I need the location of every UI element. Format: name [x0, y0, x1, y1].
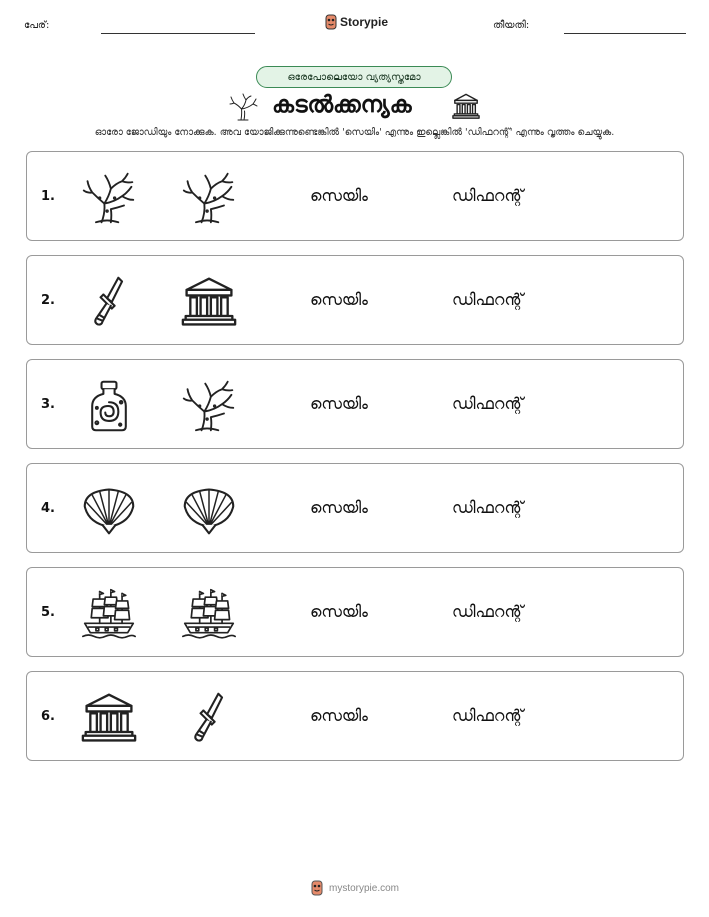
option-same[interactable]: സെയിം [310, 602, 368, 621]
dagger-icon [181, 690, 237, 746]
question-number: 2. [41, 293, 55, 308]
option-same[interactable]: സെയിം [310, 290, 368, 309]
temple-icon [452, 92, 480, 124]
message-bottle-icon [81, 378, 137, 434]
dagger-icon [81, 274, 137, 330]
option-different[interactable]: ഡിഫറന്റ് [452, 290, 524, 309]
date-field-line[interactable] [564, 33, 686, 34]
option-different[interactable]: ഡിഫറന്റ് [452, 186, 524, 205]
title-row [0, 90, 709, 122]
option-different[interactable]: ഡിഫറന്റ് [452, 394, 524, 413]
footer-url: mystorypie.com [328, 882, 399, 894]
question-row [26, 671, 684, 761]
storypie-mascot-icon [325, 14, 337, 30]
question-number: 4. [41, 501, 55, 516]
coral-icon [181, 170, 237, 226]
question-row [26, 567, 684, 657]
worksheet-type-badge: ഒരേപോലെയോ വ്യത്യസ്തമോ [256, 66, 452, 88]
question-number: 1. [41, 189, 55, 204]
sailing-ship-icon [181, 586, 237, 642]
question-row [26, 359, 684, 449]
brand-name: Storypie [340, 15, 389, 29]
seashell-icon [181, 482, 237, 538]
option-different[interactable]: ഡിഫറന്റ് [452, 706, 524, 725]
question-row [26, 463, 684, 553]
footer [0, 880, 709, 896]
sailing-ship-icon [81, 586, 137, 642]
name-label: പേര്: [24, 20, 50, 31]
option-same[interactable]: സെയിം [310, 706, 368, 725]
option-same[interactable]: സെയിം [310, 498, 368, 517]
worksheet-title: കടൽക്കന്യക [272, 92, 412, 118]
date-label: തീയതി: [493, 20, 530, 31]
option-different[interactable]: ഡിഫറന്റ് [452, 498, 524, 517]
coral-icon [228, 92, 258, 126]
option-same[interactable]: സെയിം [310, 186, 368, 205]
brand-logo [325, 14, 388, 30]
seashell-icon [81, 482, 137, 538]
instructions: ഓരോ ജോഡിയും നോക്കുക. അവ യോജിക്കുന്നുണ്ടെങ്കിൽ 'സെയിം' എന്നും ഇല്ലെങ്കിൽ 'ഡിഫറന്റ്' എന്നും വൃത്തം ചെയ്യുക. [94, 127, 615, 138]
question-row [26, 151, 684, 241]
option-same[interactable]: സെയിം [310, 394, 368, 413]
question-number: 3. [41, 397, 55, 412]
temple-icon [181, 274, 237, 330]
question-number: 6. [41, 709, 55, 724]
storypie-mascot-icon [310, 880, 324, 896]
question-number: 5. [41, 605, 55, 620]
option-different[interactable]: ഡിഫറന്റ് [452, 602, 524, 621]
coral-icon [181, 378, 237, 434]
name-field-line[interactable] [101, 33, 255, 34]
question-row [26, 255, 684, 345]
coral-icon [81, 170, 137, 226]
temple-icon [81, 690, 137, 746]
